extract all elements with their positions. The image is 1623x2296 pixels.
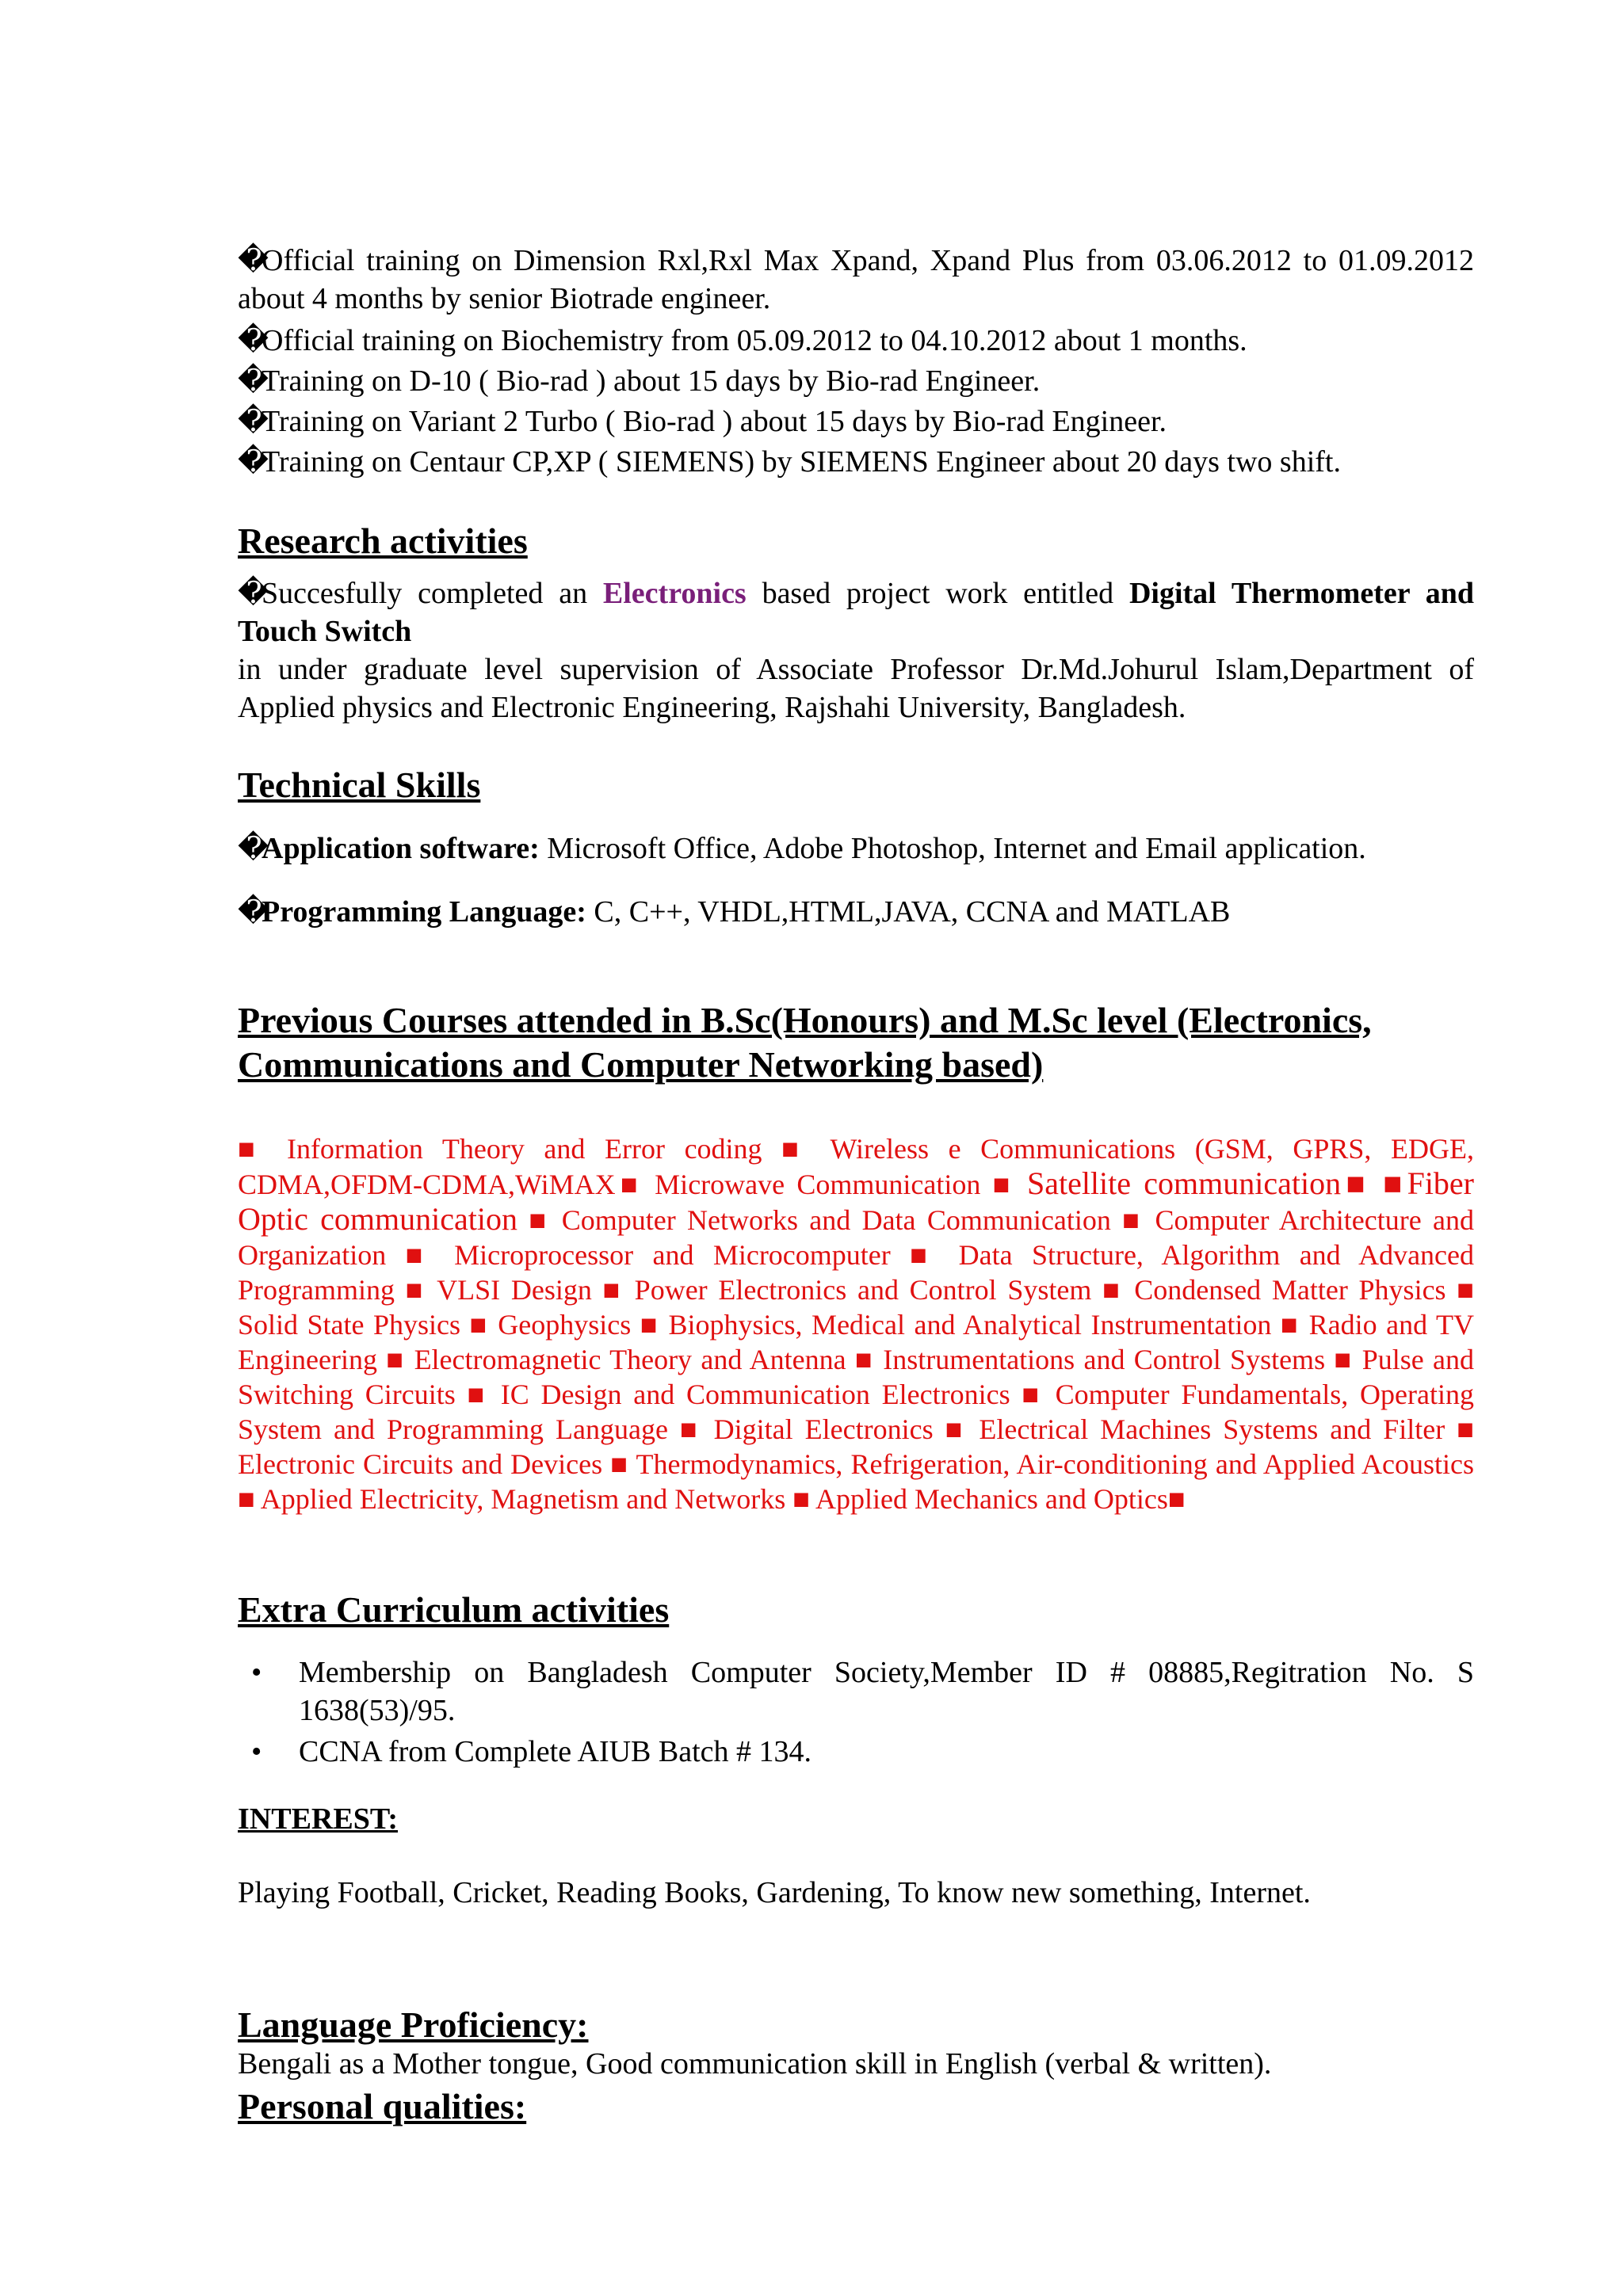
missing-glyph-icon: � xyxy=(238,324,269,357)
language-text: Bengali as a Mother tongue, Good communication skill in English (verbal & written). xyxy=(238,2047,1272,2081)
courses-heading-line2: Communications and Computer Networking based) xyxy=(238,1044,1044,1085)
missing-glyph-icon: � xyxy=(238,895,269,929)
extra-curriculum-heading: Extra Curriculum activities xyxy=(238,1589,670,1630)
training-item: �Training on Centaur CP,XP ( SIEMENS) by SIEMENS Engineer about 20 days two shift. xyxy=(238,443,1341,481)
bullet-icon: • xyxy=(251,1656,262,1689)
training-item: �Training on Variant 2 Turbo ( Bio-rad ) about 15 days by Bio-rad Engineer. xyxy=(238,402,1167,441)
training-item: �Training on D-10 ( Bio-rad ) about 15 days by Bio-rad Engineer. xyxy=(238,362,1040,400)
extra-curriculum-list xyxy=(238,1653,1474,1771)
missing-glyph-icon: � xyxy=(238,577,269,610)
courses-heading-line1: Previous Courses attended in B.Sc(Honours) and M.Sc level (Electronics, xyxy=(238,1000,1372,1040)
interest-heading: INTEREST: xyxy=(238,1802,399,1836)
missing-glyph-icon: � xyxy=(238,364,269,398)
language-heading: Language Proficiency: xyxy=(238,2004,589,2045)
skill-application: �Application software: Microsoft Office, Adobe Photoshop, Internet and Email application. xyxy=(238,830,1366,868)
research-heading: Research activities xyxy=(238,521,528,561)
project-title: Digital Thermometer and Touch Switch xyxy=(238,577,1475,648)
interest-text: Playing Football, Cricket, Reading Books, Gardening, To know new something, Internet. xyxy=(238,1876,1311,1909)
bullet-icon: • xyxy=(251,1735,262,1768)
training-item: �Official training on Dimension Rxl,Rxl Max Xpand, Xpand Plus from 03.06.2012 to 01.09.2012 about 4 months by senior Biotrade engineer. xyxy=(238,242,1474,318)
list-item: • CCNA from Complete AIUB Batch # 134. xyxy=(238,1733,1474,1771)
list-item: • Membership on Bangladesh Computer Society,Member ID # 08885,Regitration No. S 1638(53)/95. xyxy=(238,1653,1474,1730)
technical-skills-heading: Technical Skills xyxy=(238,765,481,805)
personal-qualities-heading: Personal qualities: xyxy=(238,2086,527,2126)
missing-glyph-icon: � xyxy=(238,405,269,438)
missing-glyph-icon: � xyxy=(238,832,269,865)
skill-programming: �Programming Language: C, C++, VHDL,HTML,JAVA, CCNA and MATLAB xyxy=(238,893,1230,931)
training-item: �Official training on Biochemistry from 05.09.2012 to 04.10.2012 about 1 months. xyxy=(238,322,1247,360)
missing-glyph-icon: � xyxy=(238,244,269,277)
missing-glyph-icon: � xyxy=(238,445,269,479)
courses-list: ■ Information Theory and Error coding ■ Wireless e Communications (GSM, GPRS, EDGE, CDMA,OFDM-CDMA,WiMAX■ Microwave Communication ■ Satellite communication■ ■Fiber Optic communication ■ Computer Networks and Data Communication ■ Computer Architecture and Organization ■ Microprocessor and Microcomputer ■ Data Structure, Algorithm and Advanced Programming ■ VLSI Design ■ Power Electronics and Control System ■ Condensed Matter Physics ■ Solid State Physics ■ Geophysics ■ Biophysics, Medical and Analytical Instrumentation ■ Radio and TV Engineering ■ Electromagnetic Theory and Antenna ■ Instrumentations and Control Systems ■ Pulse and Switching Circuits ■ IC Design and Communication Electronics ■ Computer Fundamentals, Operating System and Programming Language ■ Digital Electronics ■ Electrical Machines Systems and Filter ■ Electronic Circuits and Devices ■ Thermodynamics, Refrigeration, Air-conditioning and Applied Acoustics ■ Applied Electricity, Magnetism and Networks ■ Applied Mechanics and Optics■ xyxy=(238,1133,1475,1515)
research-highlight: Electronics xyxy=(602,577,747,610)
research-paragraph: �Succesfully completed an Electronics based project work entitled Digital Thermometer and Touch Switch in under graduate level supervision of Associate Professor Dr.Md.Johurul Islam,Department of Applied physics and Electronic Engineering, Rajshahi University, Bangladesh. xyxy=(238,574,1474,727)
